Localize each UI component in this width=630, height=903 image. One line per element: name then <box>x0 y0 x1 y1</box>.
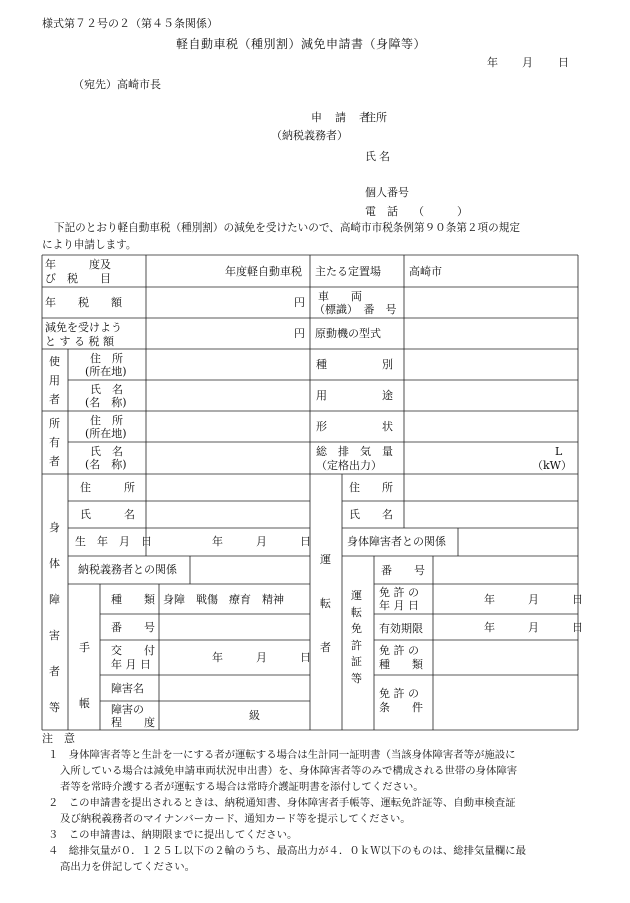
owner-address-label-2: (所在地) <box>85 427 127 440</box>
exempt-amount-label-2: と す る 税 額 <box>45 335 114 348</box>
disabled-birth-date: 年 月 日 <box>212 535 311 548</box>
handbook-issue-date: 年 月 日 <box>212 651 311 664</box>
handbook-number-label: 番 号 <box>111 621 155 634</box>
displacement-label-2: （定格出力） <box>316 459 382 472</box>
form-number: 様式第７２号の２（第４５条関係） <box>42 17 218 30</box>
taxpayer-label: （納税義務者） <box>271 129 348 142</box>
date-day: 日 <box>558 56 569 69</box>
driver-section-label: 運転者 <box>320 553 331 654</box>
handbook-degree-label-2: 程 度 <box>111 716 155 729</box>
license-expiry-value: 年 月 日 <box>484 621 583 634</box>
intro-line-1: 下記のとおり軽自動車税（種別割）の減免を受けたいので、高崎市市税条例第９０条第２項の規定 <box>54 222 520 234</box>
note-4-line-2: 高出力を併記してください。 <box>60 861 196 873</box>
fiscal-year-label: 年 度及 <box>45 258 111 271</box>
note-2-line-2: 及び納税義務者のマイナンバーカード、通知カード等を提示してください。 <box>60 813 411 825</box>
user-name-label-2: (名 称) <box>85 396 127 409</box>
user-label: 使用者 <box>49 355 60 406</box>
note-1-line-1: １ 身体障害者等と生計を一にする者が運転する場合は生計同一証明書（当該身体障害者等が施設に <box>48 749 516 761</box>
owner-address-label: 住 所 <box>90 414 123 427</box>
license-kind-label: 免 許 の <box>379 644 419 657</box>
type-label: 種 別 <box>316 358 393 371</box>
page-title: 軽自動車税（種別割）減免申請書（身障等） <box>176 37 427 51</box>
base-location-label: 主たる定置場 <box>315 265 381 278</box>
base-location-value: 高崎市 <box>409 265 442 278</box>
tax-amount-label: 年 税 額 <box>45 296 122 309</box>
note-2-line-1: ２ この申請書を提出されるときは、納税通知書、身体障害者手帳等、運転免許証等、自動車検査証 <box>48 797 516 809</box>
disabled-section-label: 身体障害者等 <box>49 521 60 714</box>
handbook-degree-label: 障害の <box>111 703 144 716</box>
applicant-label: 申 請 者 <box>311 111 371 124</box>
vehicle-number-label-2: （標識） 番 号 <box>314 303 397 316</box>
tax-amount-yen: 円 <box>294 296 305 309</box>
addressee: （宛先）高崎市長 <box>73 78 161 91</box>
driver-name-label: 氏 名 <box>349 508 393 521</box>
engine-model-label: 原動機の型式 <box>315 327 381 340</box>
date-year: 年 <box>487 56 498 69</box>
exempt-amount-yen: 円 <box>294 327 305 340</box>
license-section-label: 運転免許証等 <box>351 589 362 685</box>
personal-number-label: 個人番号 <box>365 186 409 199</box>
handbook-label: 手帳 <box>79 641 90 710</box>
vehicle-number-label: 車 両 <box>318 290 362 303</box>
displacement-unit-l: L <box>555 445 563 458</box>
license-date-value: 年 月 日 <box>484 593 583 606</box>
disabled-address-label: 住 所 <box>80 481 135 494</box>
driver-address-label: 住 所 <box>349 481 393 494</box>
handbook-issue-label-2: 年 月 日 <box>111 658 151 671</box>
license-date-label: 免 許 の <box>379 586 419 599</box>
license-expiry-label: 有効期限 <box>379 622 423 635</box>
license-number-label: 番 号 <box>381 564 425 577</box>
disabled-birth-label: 生 年 月 日 <box>75 535 152 548</box>
handbook-type-options: 身障 戦傷 療育 精神 <box>163 593 284 606</box>
license-condition-label: 免 許 の <box>379 687 419 700</box>
driver-relation-label: 身体障害者との関係 <box>347 535 446 548</box>
license-condition-label-2: 条 件 <box>379 701 423 714</box>
owner-name-label-2: (名 称) <box>85 458 127 471</box>
handbook-disability-label: 障害名 <box>111 682 144 695</box>
handbook-type-label: 種 類 <box>111 593 155 606</box>
fiscal-year-value: 年度軽自動車税 <box>225 265 302 278</box>
use-label: 用 途 <box>316 389 393 402</box>
license-date-label-2: 年 月 日 <box>379 599 419 612</box>
phone-parens: （ ） <box>413 205 468 218</box>
phone-label: 電 話 <box>365 205 398 218</box>
fiscal-year-label-2: び 税 目 <box>45 272 111 285</box>
intro-line-2: により申請します。 <box>42 239 137 251</box>
note-4-line-1: ４ 総排気量が０．１２５Ｌ以下の２輪のうち、最高出力が４．０ｋＷ以下のものは、総排気量欄に最 <box>48 845 526 857</box>
owner-label: 所有者 <box>49 417 60 468</box>
notes-heading: 注 意 <box>42 732 75 745</box>
note-1-line-2: 入所している場合は減免申請車両状況申出書）を、身体障害者等のみで構成される世帯の身体障害 <box>60 765 518 777</box>
user-address-label: 住 所 <box>90 352 123 365</box>
disabled-relation-label: 納税義務者との関係 <box>78 563 177 576</box>
disabled-name-label: 氏 名 <box>80 508 135 521</box>
note-1-line-3: 者等を常時介護する者が運転する場合は常時介護証明書を添付してください。 <box>60 781 424 793</box>
applicant-name-label: 氏名 <box>365 150 393 163</box>
user-address-label-2: (所在地) <box>85 365 127 378</box>
shape-label: 形 状 <box>316 420 393 433</box>
handbook-issue-label: 交 付 <box>111 644 155 657</box>
user-name-label: 氏 名 <box>90 383 123 396</box>
displacement-label: 総 排 気 量 <box>316 445 393 458</box>
owner-name-label: 氏 名 <box>90 445 123 458</box>
license-kind-label-2: 種 類 <box>379 658 423 671</box>
handbook-grade: 級 <box>249 709 260 722</box>
date-month: 月 <box>522 56 533 69</box>
note-3: ３ この申請書は、納期限までに提出してください。 <box>48 829 298 841</box>
displacement-unit-kw: （kW） <box>532 459 572 472</box>
exempt-amount-label: 減免を受けよう <box>45 321 122 334</box>
applicant-address-label: 住所 <box>365 111 387 124</box>
